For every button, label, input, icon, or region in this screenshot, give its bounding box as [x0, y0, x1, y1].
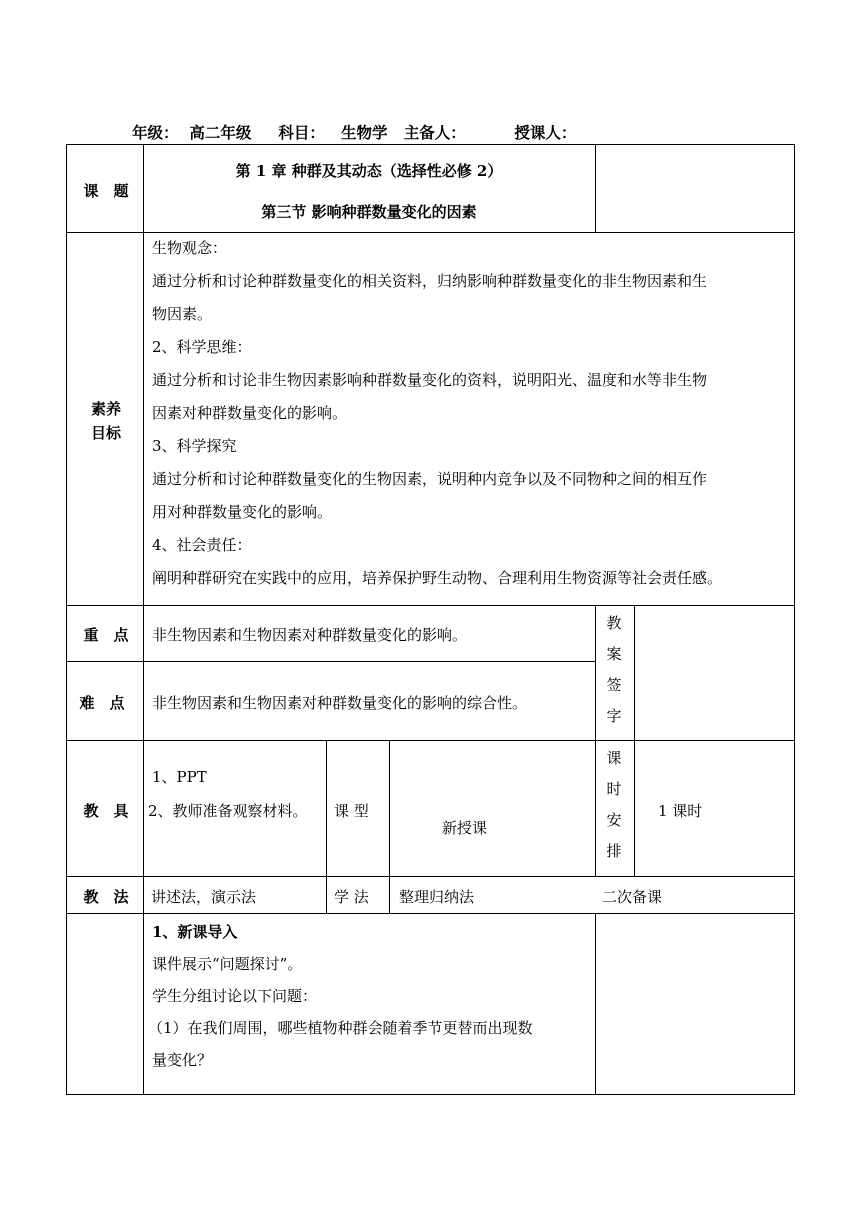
lesson-type-value: 新授课 [442, 819, 488, 837]
column-divider [143, 144, 144, 1094]
learning-method-label: 学 法 [334, 888, 369, 906]
objective-line: 2、科学思维： [152, 338, 252, 356]
schedule-char: 课 [606, 749, 622, 767]
teaching-method-value: 讲述法，演示法 [151, 888, 257, 906]
objective-line: 通过分析和讨论种群数量变化的生物因素，说明种内竞争以及不同物种之间的相互作 [152, 470, 708, 488]
difficulty-text: 非生物因素和生物因素对种群数量变化的影响的综合性。 [152, 694, 528, 712]
objectives-body [152, 232, 788, 595]
difficulty-label: 难 点 [79, 694, 125, 712]
grade-value: 高二年级 [189, 123, 252, 142]
second-prep-label: 二次备课 [602, 888, 663, 906]
lesson-type-label: 课 型 [334, 802, 369, 820]
process-line: （1）在我们周围，哪些植物种群会随着季节更替而出现数 [148, 1019, 533, 1037]
objective-line: 通过分析和讨论种群数量变化的相关资料，归纳影响种群数量变化的非生物因素和生 [152, 272, 708, 290]
key-point-text: 非生物因素和生物因素对种群数量变化的影响。 [152, 626, 468, 644]
row-divider [66, 876, 795, 877]
table-border-bottom [66, 1094, 795, 1095]
grade-label: 年级： [132, 123, 179, 142]
objectives-label-line1: 素养 [90, 400, 121, 418]
objective-line: 4、社会责任： [152, 536, 252, 554]
tools-line2: 2、教师准备观察材料。 [148, 802, 308, 820]
process-heading: 1、新课导入 [152, 923, 238, 941]
tools-line1: 1、PPT [152, 768, 207, 786]
schedule-char: 安 [606, 811, 622, 829]
process-line: 量变化？ [152, 1051, 213, 1069]
objective-line: 阐明种群研究在实践中的应用，培养保护野生动物、合理利用生物资源等社会责任感。 [152, 569, 723, 587]
schedule-label [600, 743, 628, 867]
preparer-label: 主备人： [403, 123, 466, 142]
process-body [148, 916, 592, 1076]
key-point-label: 重 点 [83, 626, 129, 644]
column-divider [634, 605, 635, 876]
objective-line: 通过分析和讨论非生物因素影响种群数量变化的资料，说明阳光、温度和水等非生物 [152, 371, 708, 389]
objective-line: 3、科学探究 [152, 437, 237, 455]
plan-sign-char: 签 [606, 676, 622, 694]
column-divider [326, 740, 327, 913]
teaching-method-label: 教 法 [83, 888, 129, 906]
column-divider [595, 913, 596, 1094]
row-divider [66, 740, 795, 741]
schedule-char: 时 [606, 780, 622, 798]
objectives-label [88, 397, 124, 445]
document-header [132, 121, 576, 143]
row-divider [66, 913, 795, 914]
objectives-label-line2: 目标 [90, 424, 121, 442]
subject-value: 生物学 [341, 123, 388, 142]
objective-line: 用对种群数量变化的影响。 [152, 503, 333, 521]
table-border-left [66, 144, 67, 1095]
teacher-label: 授课人： [514, 123, 577, 142]
topic-label: 课 题 [83, 182, 129, 200]
column-divider [595, 144, 596, 232]
section-title: 第三节 影响种群数量变化的因素 [261, 203, 477, 221]
learning-method-value: 整理归纳法 [399, 888, 475, 906]
process-line: 学生分组讨论以下问题： [152, 987, 318, 1005]
objective-line: 因素对种群数量变化的影响。 [152, 404, 348, 422]
objective-line: 生物观念： [152, 239, 228, 257]
plan-sign-char: 字 [606, 707, 622, 725]
chapter-title: 第 1 章 种群及其动态（选择性必修 2） [235, 162, 503, 180]
subject-label: 科目： [278, 123, 325, 142]
plan-sign-char: 案 [606, 645, 622, 663]
schedule-char: 排 [606, 842, 622, 860]
column-divider [595, 605, 596, 876]
schedule-value: 1 课时 [658, 802, 703, 820]
row-divider [66, 605, 795, 606]
column-divider [389, 740, 390, 913]
plan-sign-char: 教 [606, 614, 622, 632]
table-border-right [794, 144, 795, 1095]
row-divider [66, 661, 595, 662]
objective-line: 物因素。 [152, 305, 213, 323]
process-line: 课件展示“问题探讨”。 [152, 955, 303, 973]
tools-label: 教 具 [83, 802, 129, 820]
table-border-top [66, 144, 795, 145]
plan-sign-label [600, 608, 628, 732]
